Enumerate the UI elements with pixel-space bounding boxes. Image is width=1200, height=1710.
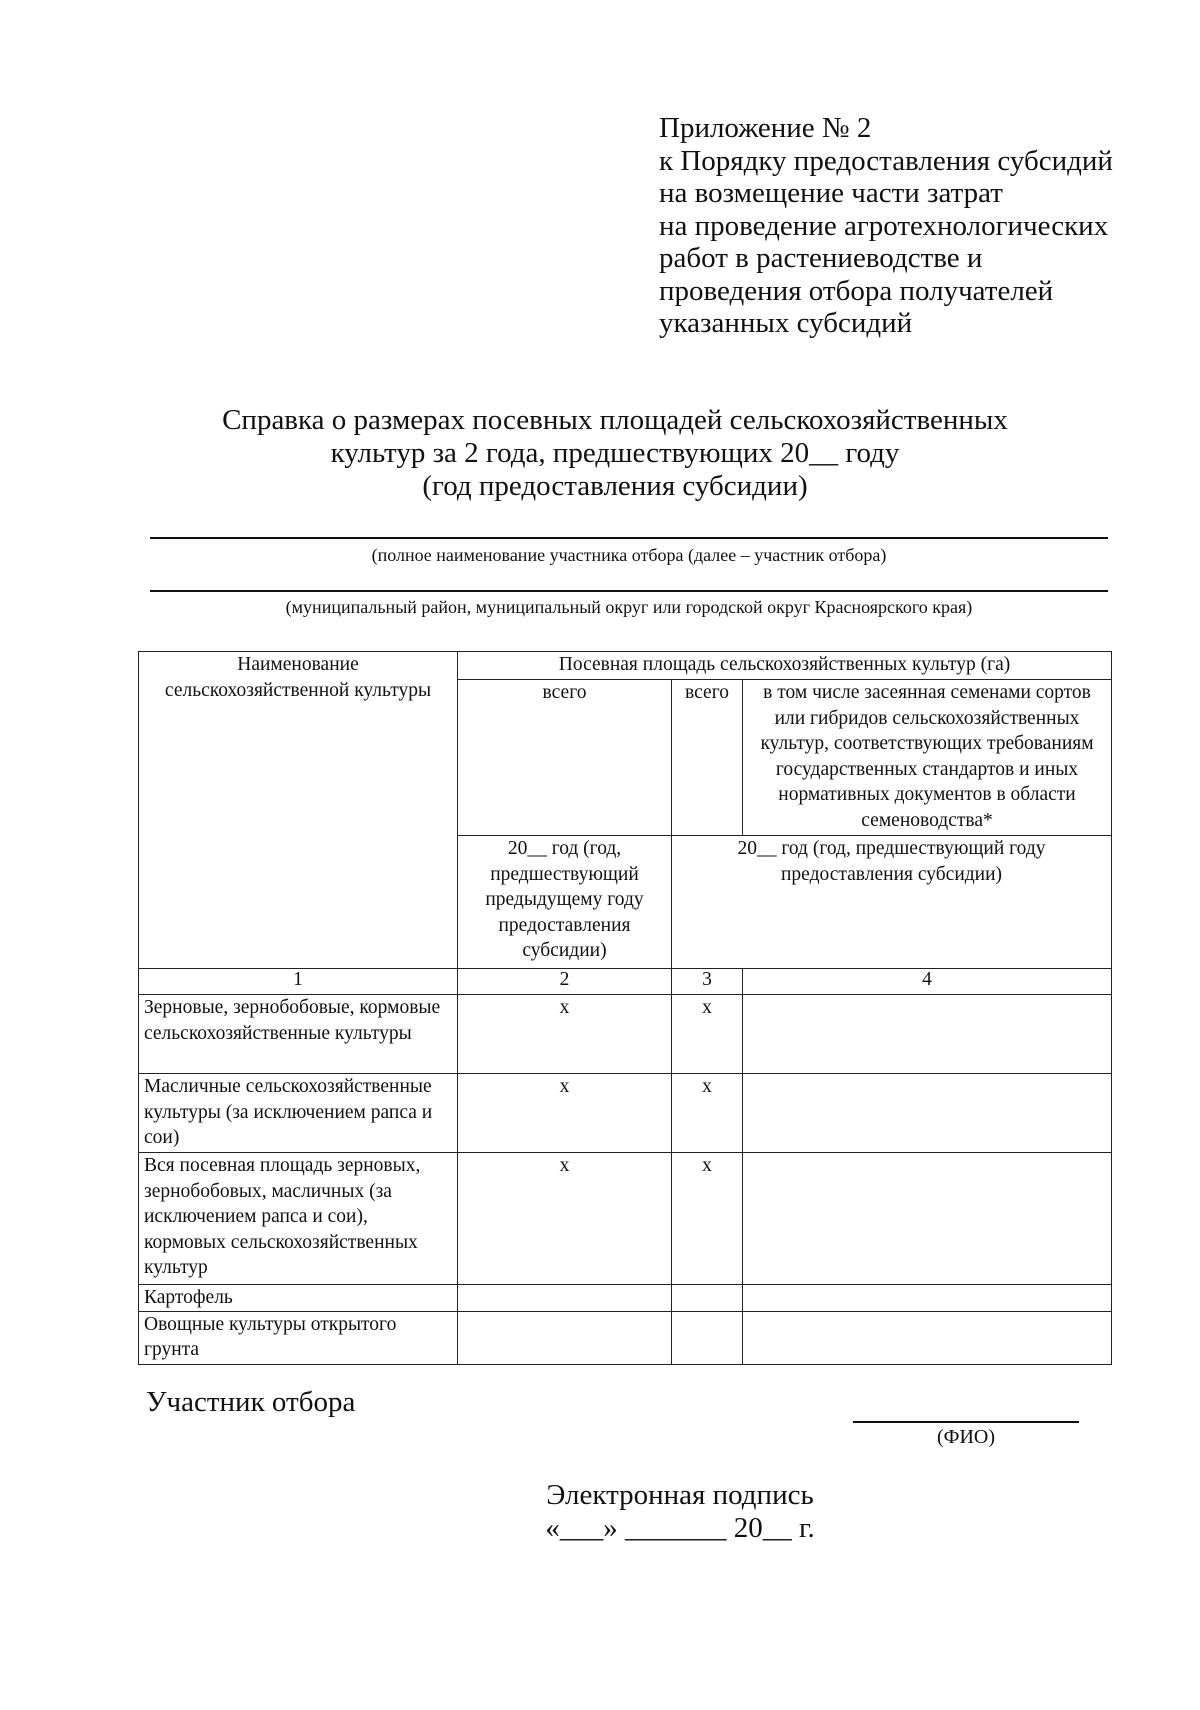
document-title	[160, 404, 1070, 503]
annex-line: на проведение агротехнологических	[659, 209, 1109, 242]
title-line-2: культур за 2 года, предшествующих 20__ году	[330, 437, 900, 469]
row-cell-col4[interactable]	[743, 995, 1112, 1074]
row-cell-col4[interactable]	[743, 1153, 1112, 1285]
annex-line: Приложение № 2	[659, 112, 872, 144]
electronic-signature-label: Электронная подпись	[546, 1479, 814, 1511]
table-row	[139, 1285, 1112, 1312]
annex-line: указанных субсидий	[659, 307, 913, 339]
participant-label: Участник отбора	[146, 1386, 356, 1418]
row-cell-col4[interactable]	[743, 1285, 1112, 1312]
header-total-b: всего	[672, 680, 743, 836]
row-crop-name: Овощные культуры открытого грунта	[139, 1311, 458, 1364]
table-row	[139, 1153, 1112, 1285]
column-number: 2	[458, 969, 672, 995]
participant-name-caption: (полное наименование участника отбора (далее – участник отбора)	[371, 545, 887, 565]
municipality-caption: (муниципальный район, муниципальный округ или городской округ Красноярского края)	[285, 597, 973, 617]
header-area-group: Посевная площадь сельскохозяйственных культур (га)	[458, 652, 1112, 680]
table-row	[139, 1311, 1112, 1364]
title-line-1: Справка о размерах посевных площадей сельскохозяйственных	[222, 404, 1008, 436]
header-seeded: в том числе засеянная семенами сортов или гибридов сельскохозяйственных культур, соответствующих требованиям государственных стандартов и иных нормативных документов в области семеноводства*	[743, 680, 1112, 836]
row-crop-name: Вся посевная площадь зерновых, зернобобовых, масличных (за исключением рапса и сои), кормовых сельскохозяйственных культур	[139, 1153, 458, 1285]
header-total-a: всего	[458, 680, 672, 836]
row-cell-col2[interactable]: x	[458, 995, 672, 1074]
fio-signature-line[interactable]	[853, 1421, 1079, 1423]
row-crop-name: Зерновые, зернобобовые, кормовые сельскохозяйственные культуры	[139, 995, 458, 1074]
row-cell-col3[interactable]: x	[672, 1074, 743, 1153]
annex-line: работ в растениеводстве и	[659, 242, 983, 274]
row-cell-col4[interactable]	[743, 1311, 1112, 1364]
row-cell-col2[interactable]	[458, 1311, 672, 1364]
annex-line: проведения отбора получателей	[659, 274, 1054, 307]
row-cell-col3[interactable]	[672, 1311, 743, 1364]
annex-line: на возмещение части затрат	[659, 177, 1003, 209]
table-row	[139, 1074, 1112, 1153]
municipality-line[interactable]	[150, 590, 1108, 592]
column-number: 4	[743, 969, 1112, 995]
header-crop-name: Наименование сельскохозяйственной культуры	[139, 652, 458, 969]
title-line-3: (год предоставления субсидии)	[422, 470, 808, 502]
table-row	[139, 995, 1112, 1074]
fio-caption: (ФИО)	[936, 1426, 995, 1448]
column-number: 1	[139, 969, 458, 995]
row-cell-col3[interactable]: x	[672, 1153, 743, 1285]
row-cell-col4[interactable]	[743, 1074, 1112, 1153]
row-cell-col3[interactable]: x	[672, 995, 743, 1074]
date-line: «___» _______ 20__ г.	[545, 1512, 815, 1544]
row-cell-col2[interactable]: x	[458, 1153, 672, 1285]
header-year-prev: 20__ год (год, предшествующий году предоставления субсидии)	[672, 836, 1112, 969]
participant-name-line[interactable]	[150, 537, 1108, 539]
row-cell-col3[interactable]	[672, 1285, 743, 1312]
row-cell-col2[interactable]	[458, 1285, 672, 1312]
annex-header	[659, 112, 1129, 340]
annex-line: к Порядку предоставления субсидий	[659, 144, 1113, 177]
row-crop-name: Картофель	[139, 1285, 458, 1312]
column-number: 3	[672, 969, 743, 995]
header-year-prev-prev: 20__ год (год, предшествующий предыдущему году предоставления субсидии)	[458, 836, 672, 969]
row-cell-col2[interactable]: x	[458, 1074, 672, 1153]
sown-area-table	[138, 651, 1111, 1360]
row-crop-name: Масличные сельскохозяйственные культуры (за исключением рапса и сои)	[139, 1074, 458, 1153]
